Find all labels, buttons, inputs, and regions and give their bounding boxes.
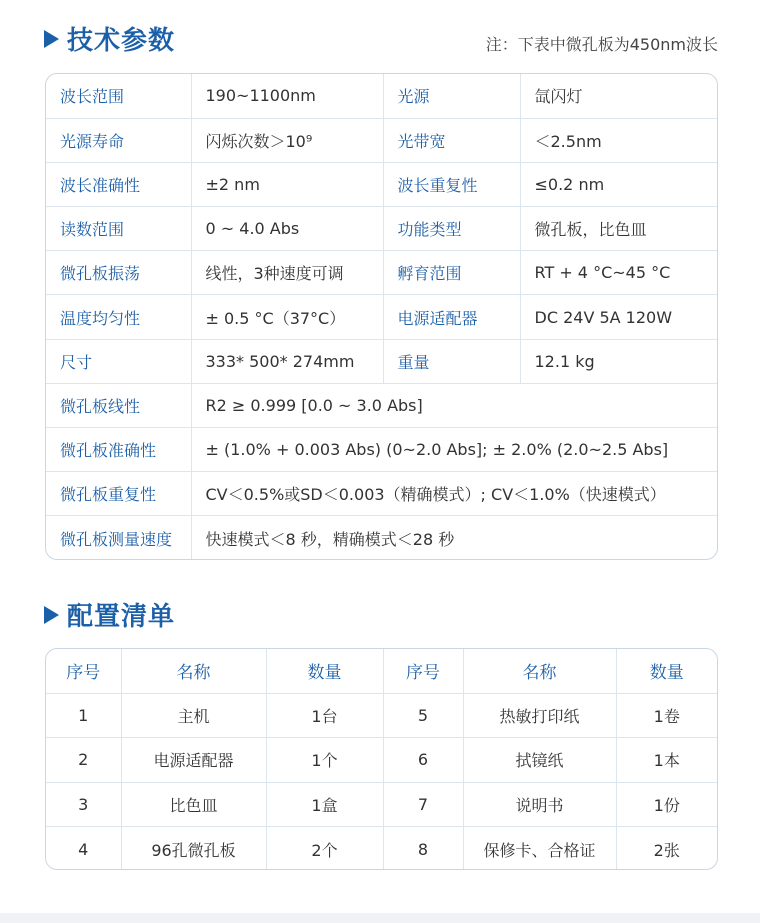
config-cell: 拭镜纸 [463,738,616,782]
spec-value: 氙闪灯 [520,74,717,118]
spec-label: 微孔板重复性 [46,472,191,516]
spec-value: ＜2.5nm [520,118,717,162]
spec-value: ± 0.5 °C（37°C） [191,295,383,339]
config-table [45,648,718,870]
spec-row [46,251,717,295]
config-header-cell: 序号 [383,649,463,693]
spec-label: 光源 [383,74,520,118]
config-cell: 说明书 [463,782,616,826]
config-cell: 1盒 [266,782,383,826]
spec-value: R2 ≥ 0.999 [0.0 ~ 3.0 Abs] [191,383,717,427]
config-cell: 保修卡、合格证 [463,827,616,870]
spec-label: 波长重复性 [383,162,520,206]
config-cell: 1卷 [616,693,717,737]
section-title: 技术参数 [67,26,176,56]
spec-row [46,339,717,383]
config-cell: 3 [46,782,121,826]
config-row [46,693,717,737]
spec-row [46,74,717,118]
section-heading-config [44,596,175,633]
spec-row [46,295,717,339]
config-cell: 4 [46,827,121,870]
config-row [46,782,717,826]
spec-label: 光带宽 [383,118,520,162]
config-cell: 电源适配器 [121,738,266,782]
spec-table [45,73,718,560]
spec-value: RT + 4 °C~45 °C [520,251,717,295]
spec-value: 333* 500* 274mm [191,339,383,383]
spec-label: 温度均匀性 [46,295,191,339]
config-header-cell: 数量 [616,649,717,693]
spec-label: 微孔板准确性 [46,428,191,472]
spec-label: 孵育范围 [383,251,520,295]
config-cell: 1本 [616,738,717,782]
spec-label: 重量 [383,339,520,383]
spec-value: ± (1.0% + 0.003 Abs) (0~2.0 Abs]; ± 2.0% (2.0~2.5 Abs] [191,428,717,472]
spec-value: 快速模式＜8 秒，精确模式＜28 秒 [205,529,455,549]
config-cell: 6 [383,738,463,782]
spec-label: 光源寿命 [46,118,191,162]
section-heading-specs [44,20,175,57]
spec-value: 线性，3种速度可调 [191,251,383,295]
config-cell: 2 [46,738,121,782]
spec-label: 微孔板线性 [46,383,191,427]
spec-row [46,428,717,472]
triangle-bullet-icon [44,606,59,624]
spec-row [46,207,717,251]
spec-label: 波长准确性 [46,162,191,206]
spec-label: 微孔板振荡 [46,251,191,295]
config-cell: 5 [383,693,463,737]
config-header-cell: 名称 [121,649,266,693]
spec-row [46,118,717,162]
triangle-bullet-icon [44,30,59,48]
spec-value: 闪烁次数＞10⁹ [191,118,383,162]
config-cell: 1台 [266,693,383,737]
spec-value: 0 ~ 4.0 Abs [191,207,383,251]
spec-row [46,516,717,560]
spec-value: 12.1 kg [520,339,717,383]
config-header-cell: 序号 [46,649,121,693]
config-cell: 1个 [266,738,383,782]
config-row [46,738,717,782]
config-cell: 1 [46,693,121,737]
spec-label: 读数范围 [46,207,191,251]
footer-divider [0,913,760,923]
config-cell: 2张 [653,840,680,860]
spec-value: ±2 nm [191,162,383,206]
spec-note: 注：下表中微孔板为450nm波长 [485,35,718,54]
config-cell: 2个 [266,827,383,870]
spec-value: ≤0.2 nm [520,162,717,206]
spec-row [46,162,717,206]
spec-label: 波长范围 [46,74,191,118]
spec-row [46,472,717,516]
spec-label: 功能类型 [383,207,520,251]
config-cell: 1份 [616,782,717,826]
spec-value: 微孔板，比色皿 [520,207,717,251]
config-header-row [46,649,717,693]
config-cell: 主机 [121,693,266,737]
spec-label: 电源适配器 [383,295,520,339]
config-cell: 96孔微孔板 [121,827,266,870]
config-cell: 8 [383,827,463,870]
config-header-cell: 名称 [463,649,616,693]
spec-value: 190~1100nm [191,74,383,118]
section-title: 配置清单 [67,602,176,632]
config-cell: 比色皿 [121,782,266,826]
config-row [46,827,717,870]
config-cell: 7 [383,782,463,826]
spec-value: DC 24V 5A 120W [520,295,717,339]
config-cell: 热敏打印纸 [463,693,616,737]
config-header-cell: 数量 [266,649,383,693]
spec-value: CV＜0.5%或SD＜0.003（精确模式）; CV＜1.0%（快速模式） [191,472,717,516]
spec-label: 微孔板测量速度 [46,516,191,560]
spec-row [46,383,717,427]
spec-label: 尺寸 [46,339,191,383]
